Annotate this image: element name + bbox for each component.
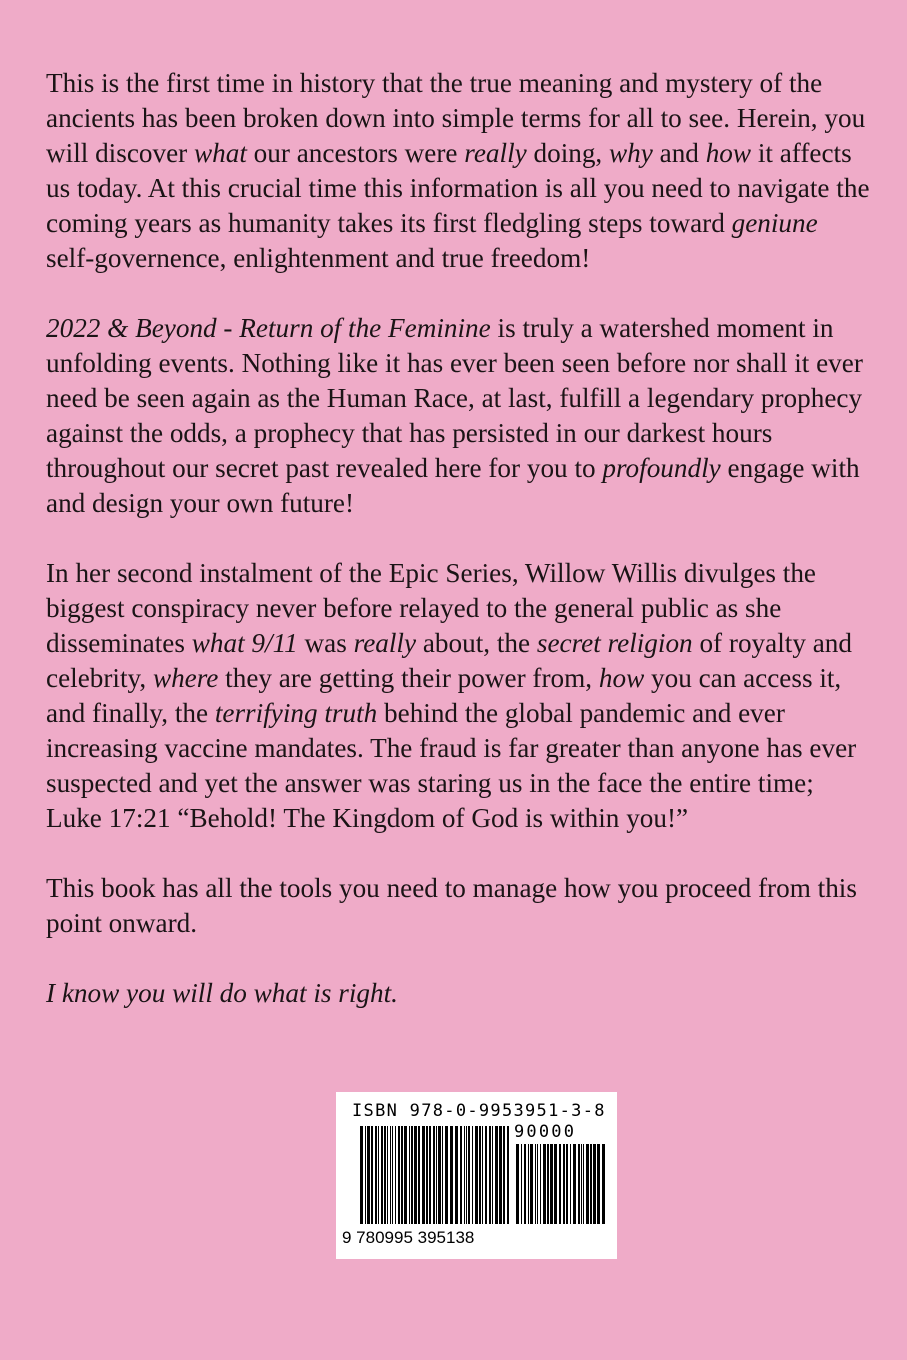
italic-text: where [152,663,219,693]
barcode-bar [597,1144,600,1224]
barcode-bar [395,1126,396,1224]
body-text: they are getting their power from, [218,663,599,693]
barcode-bar [573,1144,576,1224]
body-text: about, the [416,628,537,658]
ean-barcode-bars [360,1126,510,1224]
body-text: you can access it, and finally, the [46,663,842,728]
barcode-bar [503,1126,505,1224]
barcode-bar [543,1144,546,1224]
barcode-bar [442,1126,443,1224]
barcode-bar [475,1126,478,1224]
barcode-bar [521,1144,522,1224]
barcode-bar [472,1126,473,1224]
barcode-bar [433,1126,435,1224]
barcode-bar [390,1126,391,1224]
barcode-bar [365,1126,366,1224]
body-text: it affects us today. At this crucial time this information is all you need to navigate the coming years as humanity takes its first fledgling steps toward [46,138,870,238]
closing-line [46,976,872,1011]
blurb-paragraph-3 [46,556,872,836]
barcode-bar [537,1144,538,1224]
barcode-bar [528,1144,529,1224]
barcode-bar [583,1144,584,1224]
barcode-bar [516,1144,519,1224]
barcode-bar [411,1126,413,1224]
barcode-bar [429,1126,431,1224]
body-text: is truly a watershed moment in unfolding events. Nothing like it has ever been seen before nor shall it ever need be seen again as the Human Race, at last, fulfill a legendary prophecy against the odds, a prophecy that has persisted in our darkest hours throughout our secret past revealed here for you to [46,313,863,483]
barcode-bar [450,1126,453,1224]
barcode-bar [460,1126,462,1224]
barcode-bar [590,1144,592,1224]
body-text: In her second instalment of the Epic Series, Willow Willis divulges the biggest conspiracy never before relayed to the general public as she disseminates [46,558,816,658]
barcode-bar [479,1126,481,1224]
barcode-bar [550,1144,553,1224]
barcode-bar [360,1126,363,1224]
barcode-bar [387,1126,388,1224]
body-text: was [297,628,354,658]
barcode-bar [404,1126,407,1224]
barcode-bar [375,1126,377,1224]
barcode-bar [438,1126,441,1224]
blurb-paragraph-2 [46,311,872,521]
blurb-paragraph-1 [46,66,872,276]
barcode-bar [445,1126,448,1224]
italic-text: how [705,138,752,168]
barcode-bar [455,1126,458,1224]
barcode-bar [422,1126,425,1224]
barcode-bar [436,1126,437,1224]
addon-code: 90000 [514,1122,577,1142]
italic-text: 2022 & Beyond - Return of the Feminine [46,313,491,343]
barcode-bar [381,1126,383,1224]
italic-text: profoundly [602,453,721,483]
barcode-bar [492,1126,493,1224]
barcode-bar [414,1126,417,1224]
barcode-bar [468,1126,470,1224]
barcode-bar [401,1126,403,1224]
italic-text: terrifying truth [214,698,378,728]
barcode-bar [371,1126,373,1224]
body-text: engage with and design your own future! [46,453,860,518]
barcode-bar [554,1144,557,1224]
ean-digits: 9 780995 395138 [342,1228,475,1247]
italic-text: really [464,138,527,168]
italic-text: secret religion [536,628,693,658]
barcode-bar [418,1126,420,1224]
italic-text: what 9/11 [191,628,298,658]
barcode-bar [593,1144,596,1224]
barcode-bar [392,1126,393,1224]
barcode-bar [602,1144,605,1224]
barcode-bar [489,1126,491,1224]
barcode-bar [578,1144,580,1224]
barcode-bar [398,1126,400,1224]
addon-barcode-bars [516,1144,606,1224]
barcode-bar [535,1144,536,1224]
italic-text: why [609,138,653,168]
barcode-bar [485,1126,487,1224]
barcode-bar [409,1126,410,1224]
barcode-bar [559,1144,561,1224]
barcode-bar [530,1144,533,1224]
italic-text: really [353,628,417,658]
body-text: our ancestors were [246,138,465,168]
barcode-bar [547,1144,549,1224]
barcode-bar [499,1126,502,1224]
body-text: This is the first time in history that the true meaning and mystery of the ancients has been broken down into simple terms for all to see. Herein, you will discover [46,68,866,168]
barcode-bar [524,1144,526,1224]
body-text: behind the global pandemic and ever increasing vaccine mandates. The fraud is far greater than anyone has ever suspected and yet the answer was staring us in the face the entire time; Luke 17:21 “Behold! The Kingdom of God is within you!” [46,698,857,833]
barcode-bar [466,1126,467,1224]
isbn-label: ISBN 978-0-9953951-3-8 [352,1101,606,1121]
body-text: and [652,138,706,168]
barcode-bar [566,1144,568,1224]
barcode-bar [586,1144,589,1224]
italic-text: I know you will do what is right. [46,978,398,1008]
barcode-bar [426,1126,428,1224]
barcode-bar [563,1144,565,1224]
barcode-bar [570,1144,571,1224]
italic-text: what [194,138,247,168]
body-text: doing, [526,138,610,168]
barcode-bar [482,1126,483,1224]
back-cover-blurb [46,66,872,1011]
barcode-bar [507,1126,509,1224]
body-text: of royalty and celebrity, [46,628,852,693]
barcode-bar [540,1144,541,1224]
body-text: self-governence, enlightenment and true freedom! [46,243,591,273]
barcode-bar [464,1126,465,1224]
isbn-barcode [336,1092,617,1259]
blurb-paragraph-4 [46,871,872,941]
barcode-bar [384,1126,386,1224]
body-text: This book has all the tools you need to manage how you proceed from this point onward. [46,873,857,938]
barcode-bar [495,1126,498,1224]
italic-text: geniune [731,208,818,238]
italic-text: how [598,663,645,693]
barcode-bar [378,1126,379,1224]
barcode-bar [367,1126,370,1224]
barcode-bar [581,1144,582,1224]
